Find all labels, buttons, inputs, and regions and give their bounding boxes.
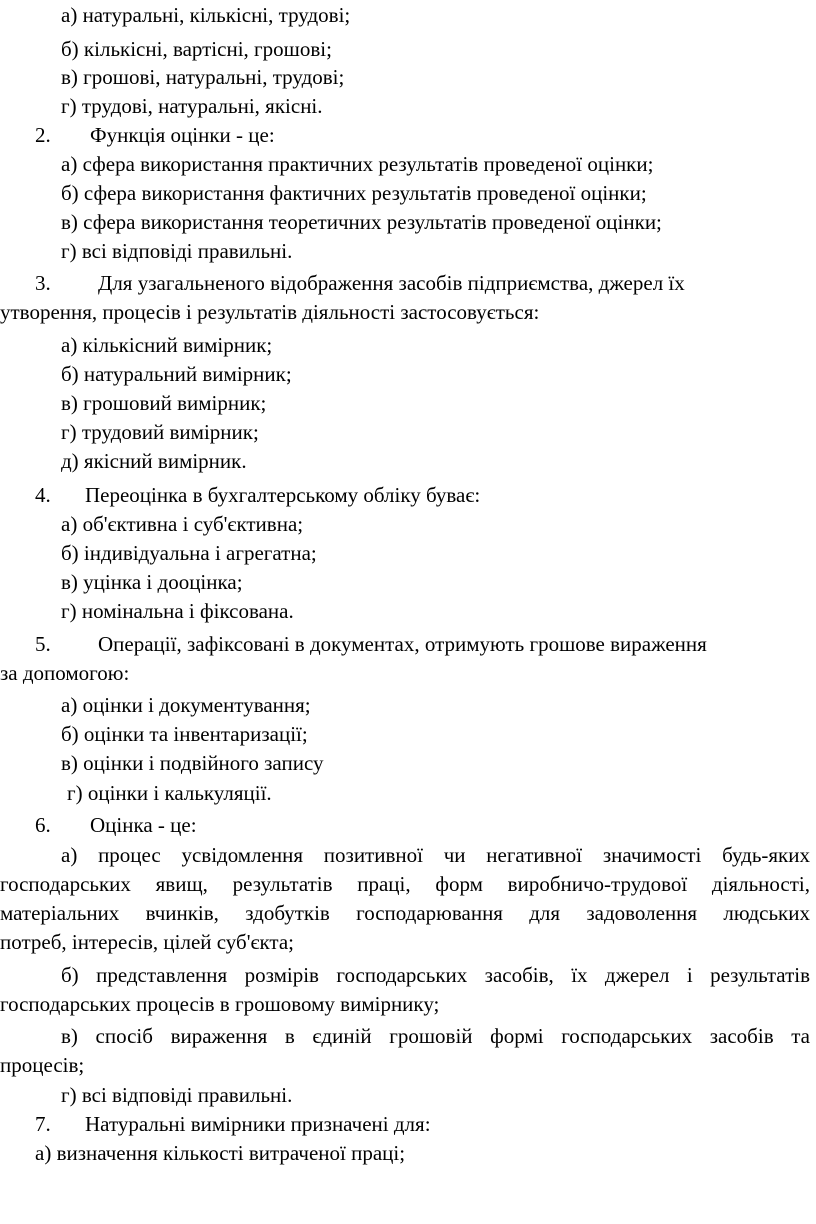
q2-option-d: г) всі відповіді правильні. — [61, 239, 293, 263]
q6-option-c-line2: процесів; — [0, 1053, 85, 1077]
q3-option-d: г) трудовий вимірник; — [61, 420, 259, 444]
q4-option-d: г) номінальна і фіксована. — [61, 599, 294, 623]
q6-option-a-line1: а) процес усвідомлення позитивної чи негативної значимості будь-яких — [61, 843, 810, 867]
q3-number: 3. — [35, 271, 51, 295]
q7-option-a: а) визначення кількості витраченої праці; — [35, 1141, 406, 1165]
q3-option-c: в) грошовий вимірник; — [61, 391, 267, 415]
q3-option-b: б) натуральний вимірник; — [61, 362, 292, 386]
q6-option-a-line2: господарських явищ, результатів праці, форм виробничо-трудової діяльності, — [0, 872, 810, 896]
q3-option-e: д) якісний вимірник. — [61, 449, 247, 473]
q2-number: 2. — [35, 123, 51, 147]
q5-option-a: а) оцінки і документування; — [61, 693, 311, 717]
q1-option-c: в) грошові, натуральні, трудові; — [61, 65, 345, 89]
q7-number: 7. — [35, 1112, 51, 1136]
q1-option-d: г) трудові, натуральні, якісні. — [61, 94, 323, 118]
q3-question-line1: Для узагальненого відображення засобів підприємства, джерел їх — [98, 271, 685, 295]
q5-option-b: б) оцінки та інвентаризації; — [61, 722, 308, 746]
q2-option-a: а) сфера використання практичних результатів проведеної оцінки; — [61, 152, 654, 176]
q3-option-a: а) кількісний вимірник; — [61, 333, 273, 357]
q4-number: 4. — [35, 483, 51, 507]
q4-question: Переоцінка в бухгалтерському обліку буває: — [85, 483, 481, 507]
q1-option-b: б) кількісні, вартісні, грошові; — [61, 37, 332, 61]
q5-option-d: г) оцінки і калькуляції. — [67, 781, 272, 805]
q2-question: Функція оцінки - це: — [90, 123, 275, 147]
q5-option-c: в) оцінки і подвійного запису — [61, 751, 324, 775]
q4-option-c: в) уцінка і дооцінка; — [61, 570, 243, 594]
q5-number: 5. — [35, 632, 51, 656]
q4-option-b: б) індивідуальна і агрегатна; — [61, 541, 317, 565]
q6-option-a-line4: потреб, інтересів, цілей суб'єкта; — [0, 930, 295, 954]
q7-question: Натуральні вимірники призначені для: — [85, 1112, 431, 1136]
q6-number: 6. — [35, 813, 51, 837]
q4-option-a: а) об'єктивна і суб'єктивна; — [61, 512, 304, 536]
q6-option-d: г) всі відповіді правильні. — [61, 1083, 293, 1107]
q1-option-a: а) натуральні, кількісні, трудові; — [61, 3, 351, 27]
q6-option-a-line3: матеріальних вчинків, здобутків господарювання для задоволення людських — [0, 901, 810, 925]
q6-option-b-line2: господарських процесів в грошовому вимірнику; — [0, 992, 440, 1016]
q5-question-line2: за допомогою: — [0, 661, 130, 685]
q6-option-b-line1: б) представлення розмірів господарських засобів, їх джерел і результатів — [61, 963, 810, 987]
q5-question-line1: Операції, зафіксовані в документах, отримують грошове вираження — [98, 632, 707, 656]
q2-option-c: в) сфера використання теоретичних результатів проведеної оцінки; — [61, 210, 662, 234]
q2-option-b: б) сфера використання фактичних результатів проведеної оцінки; — [61, 181, 647, 205]
q6-option-c-line1: в) спосіб вираження в єдиній грошовій формі господарських засобів та — [61, 1024, 810, 1048]
q3-question-line2: утворення, процесів і результатів діяльності застосовується: — [0, 300, 540, 324]
q6-question: Оцінка - це: — [90, 813, 197, 837]
